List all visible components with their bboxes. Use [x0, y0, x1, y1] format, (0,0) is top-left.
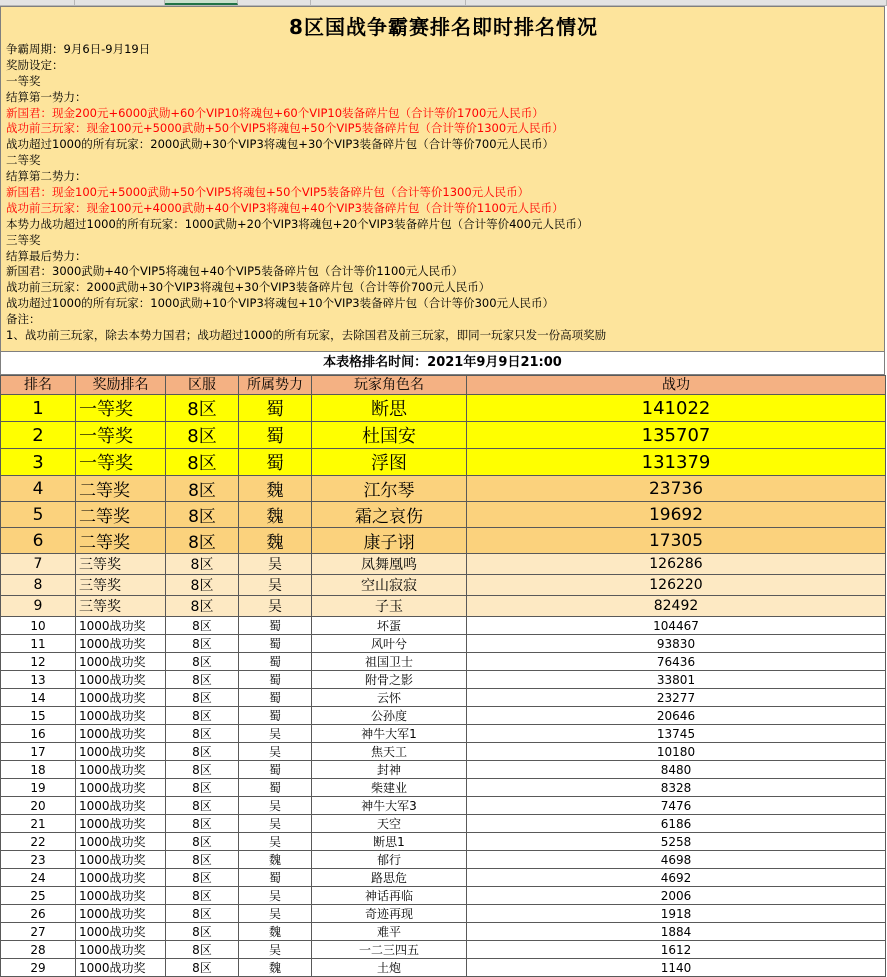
rank-cell[interactable]: 25	[1, 887, 76, 905]
rank-cell[interactable]: 13	[1, 671, 76, 689]
merit-cell[interactable]: 8328	[467, 779, 886, 797]
server-cell[interactable]: 8区	[166, 959, 239, 977]
rules-line: 结算第二势力：	[6, 169, 87, 184]
merit-cell[interactable]: 135707	[467, 422, 886, 449]
player-name-cell[interactable]: 土炮	[312, 959, 467, 977]
award-cell[interactable]: 1000战功奖	[76, 653, 166, 671]
rules-line: 奖励设定：	[6, 57, 64, 72]
table-row	[1, 905, 886, 923]
merit-cell[interactable]: 5258	[467, 833, 886, 851]
faction-cell[interactable]: 蜀	[239, 653, 312, 671]
rank-cell[interactable]: 17	[1, 743, 76, 761]
server-cell[interactable]: 8区	[166, 941, 239, 959]
rank-cell[interactable]: 21	[1, 815, 76, 833]
table-row	[1, 449, 886, 476]
faction-cell[interactable]: 吴	[239, 815, 312, 833]
faction-cell[interactable]: 魏	[239, 502, 312, 528]
award-cell[interactable]: 1000战功奖	[76, 743, 166, 761]
player-name-cell[interactable]: 浮图	[312, 449, 467, 476]
table-row	[1, 761, 886, 779]
table-row	[1, 671, 886, 689]
rank-cell[interactable]: 12	[1, 653, 76, 671]
award-cell[interactable]: 1000战功奖	[76, 671, 166, 689]
rank-cell[interactable]: 1	[1, 395, 76, 422]
rules-line: 1、战功前三玩家，除去本势力国君；战功超过1000的所有玩家，去除国君及前三玩家，即同一玩家只发一份高项奖励	[6, 328, 607, 343]
award-cell[interactable]: 1000战功奖	[76, 761, 166, 779]
player-name-cell[interactable]: 焦天工	[312, 743, 467, 761]
award-cell[interactable]: 1000战功奖	[76, 851, 166, 869]
award-cell[interactable]: 1000战功奖	[76, 779, 166, 797]
faction-cell[interactable]: 蜀	[239, 422, 312, 449]
table-row	[1, 554, 886, 575]
column-header[interactable]	[75, 0, 165, 5]
rank-cell[interactable]: 23	[1, 851, 76, 869]
faction-cell[interactable]: 吴	[239, 887, 312, 905]
faction-cell[interactable]: 魏	[239, 528, 312, 554]
server-cell[interactable]: 8区	[166, 528, 239, 554]
rules-line: 结算最后势力：	[6, 248, 87, 263]
award-cell[interactable]: 1000战功奖	[76, 797, 166, 815]
page-title: 8区国战争霸赛排名即时排名情况	[289, 15, 598, 39]
server-cell[interactable]: 8区	[166, 422, 239, 449]
rank-cell[interactable]: 2	[1, 422, 76, 449]
merit-cell[interactable]: 7476	[467, 797, 886, 815]
table-row	[1, 887, 886, 905]
award-cell[interactable]: 1000战功奖	[76, 959, 166, 977]
server-cell[interactable]: 8区	[166, 502, 239, 528]
award-cell[interactable]: 1000战功奖	[76, 887, 166, 905]
server-cell[interactable]: 8区	[166, 905, 239, 923]
rules-panel[interactable]	[0, 6, 885, 352]
player-name-cell[interactable]: 奇迹再现	[312, 905, 467, 923]
rank-cell[interactable]: 20	[1, 797, 76, 815]
rank-cell[interactable]: 5	[1, 502, 76, 528]
merit-cell[interactable]: 17305	[467, 528, 886, 554]
server-cell[interactable]: 8区	[166, 395, 239, 422]
rank-cell[interactable]: 26	[1, 905, 76, 923]
faction-cell[interactable]: 吴	[239, 905, 312, 923]
rules-line: 战功前三玩家：2000武勋+30个VIP3将魂包+30个VIP3装备碎片包（合计等价700元人民币）	[6, 280, 491, 295]
server-cell[interactable]: 8区	[166, 554, 239, 575]
rank-cell[interactable]: 19	[1, 779, 76, 797]
rules-line: 备注：	[6, 312, 41, 327]
server-cell[interactable]: 8区	[166, 779, 239, 797]
award-cell[interactable]: 1000战功奖	[76, 941, 166, 959]
player-name-cell[interactable]: 断思1	[312, 833, 467, 851]
rules-line: 新国君：现金100元+5000武勋+50个VIP5将魂包+50个VIP5装备碎片包（合计等价1300元人民币）	[6, 185, 530, 200]
player-name-cell[interactable]: 一二三四五	[312, 941, 467, 959]
faction-cell[interactable]: 蜀	[239, 635, 312, 653]
rank-cell[interactable]: 3	[1, 449, 76, 476]
table-row	[1, 833, 886, 851]
player-name-cell[interactable]: 空山寂寂	[312, 575, 467, 596]
server-cell[interactable]: 8区	[166, 449, 239, 476]
player-name-cell[interactable]: 霜之哀伤	[312, 502, 467, 528]
header-rank[interactable]: 排名	[1, 376, 76, 395]
table-row	[1, 617, 886, 635]
faction-cell[interactable]: 魏	[239, 959, 312, 977]
faction-cell[interactable]: 吴	[239, 596, 312, 617]
server-cell[interactable]: 8区	[166, 671, 239, 689]
server-cell[interactable]: 8区	[166, 476, 239, 502]
rules-line: 战功超过1000的所有玩家：1000武勋+10个VIP3将魂包+10个VIP3装备碎片包（合计等价300元人民币）	[6, 296, 555, 311]
server-cell[interactable]: 8区	[166, 635, 239, 653]
rank-cell[interactable]: 6	[1, 528, 76, 554]
award-cell[interactable]: 1000战功奖	[76, 707, 166, 725]
faction-cell[interactable]: 吴	[239, 833, 312, 851]
player-name-cell[interactable]: 路思危	[312, 869, 467, 887]
rank-cell[interactable]: 18	[1, 761, 76, 779]
player-name-cell[interactable]: 天空	[312, 815, 467, 833]
faction-cell[interactable]: 蜀	[239, 707, 312, 725]
faction-cell[interactable]: 吴	[239, 575, 312, 596]
merit-cell[interactable]: 6186	[467, 815, 886, 833]
merit-cell[interactable]: 2006	[467, 887, 886, 905]
rules-line: 争霸周期：9月6日-9月19日	[6, 42, 151, 56]
column-header-selected[interactable]	[165, 0, 238, 5]
server-cell[interactable]: 8区	[166, 617, 239, 635]
table-row	[1, 815, 886, 833]
merit-cell[interactable]: 126220	[467, 575, 886, 596]
merit-cell[interactable]: 1918	[467, 905, 886, 923]
table-row	[1, 395, 886, 422]
table-row	[1, 869, 886, 887]
merit-cell[interactable]: 10180	[467, 743, 886, 761]
rank-cell[interactable]: 11	[1, 635, 76, 653]
player-name-cell[interactable]: 神话再临	[312, 887, 467, 905]
table-row	[1, 575, 886, 596]
rules-line: 战功前三玩家：现金100元+5000武勋+50个VIP5将魂包+50个VIP5装备碎片包（合计等价1300元人民币）	[6, 121, 564, 136]
merit-cell[interactable]: 82492	[467, 596, 886, 617]
merit-cell[interactable]: 76436	[467, 653, 886, 671]
player-name-cell[interactable]: 云怀	[312, 689, 467, 707]
faction-cell[interactable]: 吴	[239, 725, 312, 743]
ranking-time[interactable]: 本表格排名时间：2021年9月9日21:00	[0, 352, 885, 375]
rank-cell[interactable]: 29	[1, 959, 76, 977]
header-server[interactable]: 区服	[166, 376, 239, 395]
award-cell[interactable]: 1000战功奖	[76, 815, 166, 833]
faction-cell[interactable]: 蜀	[239, 869, 312, 887]
server-cell[interactable]: 8区	[166, 833, 239, 851]
table-row	[1, 725, 886, 743]
faction-cell[interactable]: 吴	[239, 554, 312, 575]
award-cell[interactable]: 1000战功奖	[76, 833, 166, 851]
table-row	[1, 596, 886, 617]
faction-cell[interactable]: 蜀	[239, 395, 312, 422]
server-cell[interactable]: 8区	[166, 725, 239, 743]
column-header[interactable]	[0, 0, 75, 5]
player-name-cell[interactable]: 杜国安	[312, 422, 467, 449]
rules-line: 战功超过1000的所有玩家：2000武勋+30个VIP3将魂包+30个VIP3装备碎片包（合计等价700元人民币）	[6, 137, 555, 152]
server-cell[interactable]: 8区	[166, 575, 239, 596]
merit-cell[interactable]: 104467	[467, 617, 886, 635]
rank-cell[interactable]: 7	[1, 554, 76, 575]
player-name-cell[interactable]: 封神	[312, 761, 467, 779]
rules-line: 三等奖	[6, 232, 41, 247]
rules-line: 一等奖	[6, 73, 41, 88]
merit-cell[interactable]: 1140	[467, 959, 886, 977]
table-row	[1, 528, 886, 554]
column-header[interactable]	[238, 0, 311, 5]
server-cell[interactable]: 8区	[166, 707, 239, 725]
rank-cell[interactable]: 28	[1, 941, 76, 959]
table-row	[1, 653, 886, 671]
player-name-cell[interactable]: 神牛大军3	[312, 797, 467, 815]
player-name-cell[interactable]: 断思	[312, 395, 467, 422]
rank-cell[interactable]: 22	[1, 833, 76, 851]
table-row	[1, 689, 886, 707]
ranking-table	[0, 375, 886, 977]
faction-cell[interactable]: 蜀	[239, 689, 312, 707]
player-name-cell[interactable]: 坏蛋	[312, 617, 467, 635]
player-name-cell[interactable]: 凤舞凰鸣	[312, 554, 467, 575]
server-cell[interactable]: 8区	[166, 923, 239, 941]
merit-cell[interactable]: 19692	[467, 502, 886, 528]
table-row	[1, 476, 886, 502]
header-player-name[interactable]: 玩家角色名	[312, 376, 467, 395]
award-cell[interactable]: 二等奖	[76, 502, 166, 528]
rules-line: 二等奖	[6, 153, 41, 168]
table-row	[1, 851, 886, 869]
server-cell[interactable]: 8区	[166, 743, 239, 761]
rank-cell[interactable]: 16	[1, 725, 76, 743]
column-header[interactable]	[466, 0, 887, 5]
rank-cell[interactable]: 15	[1, 707, 76, 725]
header-merit[interactable]: 战功	[467, 376, 886, 395]
header-faction[interactable]: 所属势力	[239, 376, 312, 395]
player-name-cell[interactable]: 附骨之影	[312, 671, 467, 689]
player-name-cell[interactable]: 柴建业	[312, 779, 467, 797]
table-header-row	[1, 376, 886, 395]
award-cell[interactable]: 三等奖	[76, 575, 166, 596]
player-name-cell[interactable]: 风叶兮	[312, 635, 467, 653]
award-cell[interactable]: 1000战功奖	[76, 635, 166, 653]
table-row	[1, 779, 886, 797]
merit-cell[interactable]: 126286	[467, 554, 886, 575]
table-row	[1, 502, 886, 528]
server-cell[interactable]: 8区	[166, 869, 239, 887]
award-cell[interactable]: 1000战功奖	[76, 923, 166, 941]
award-cell[interactable]: 1000战功奖	[76, 869, 166, 887]
rules-line: 结算第一势力：	[6, 89, 87, 104]
server-cell[interactable]: 8区	[166, 851, 239, 869]
rules-notes	[6, 42, 881, 344]
faction-cell[interactable]: 魏	[239, 923, 312, 941]
table-row	[1, 422, 886, 449]
merit-cell[interactable]: 13745	[467, 725, 886, 743]
player-name-cell[interactable]: 康子诩	[312, 528, 467, 554]
table-row	[1, 923, 886, 941]
server-cell[interactable]: 8区	[166, 761, 239, 779]
server-cell[interactable]: 8区	[166, 596, 239, 617]
merit-cell[interactable]: 33801	[467, 671, 886, 689]
faction-cell[interactable]: 蜀	[239, 449, 312, 476]
column-header[interactable]	[311, 0, 466, 5]
server-cell[interactable]: 8区	[166, 797, 239, 815]
merit-cell[interactable]: 4698	[467, 851, 886, 869]
rules-line: 本势力战功超过1000的所有玩家：1000武勋+20个VIP3将魂包+20个VIP3装备碎片包（合计等价400元人民币）	[6, 216, 589, 231]
server-cell[interactable]: 8区	[166, 887, 239, 905]
merit-cell[interactable]: 131379	[467, 449, 886, 476]
award-cell[interactable]: 二等奖	[76, 528, 166, 554]
merit-cell[interactable]: 93830	[467, 635, 886, 653]
faction-cell[interactable]: 蜀	[239, 671, 312, 689]
player-name-cell[interactable]: 难平	[312, 923, 467, 941]
faction-cell[interactable]: 吴	[239, 941, 312, 959]
rank-cell[interactable]: 14	[1, 689, 76, 707]
player-name-cell[interactable]: 子玉	[312, 596, 467, 617]
merit-cell[interactable]: 23277	[467, 689, 886, 707]
faction-cell[interactable]: 吴	[239, 743, 312, 761]
award-cell[interactable]: 一等奖	[76, 449, 166, 476]
rules-line: 新国君：现金200元+6000武勋+60个VIP10将魂包+60个VIP10装备碎片包（合计等价1700元人民币）	[6, 105, 544, 120]
faction-cell[interactable]: 吴	[239, 797, 312, 815]
merit-cell[interactable]: 8480	[467, 761, 886, 779]
rank-cell[interactable]: 27	[1, 923, 76, 941]
server-cell[interactable]: 8区	[166, 653, 239, 671]
award-cell[interactable]: 一等奖	[76, 395, 166, 422]
player-name-cell[interactable]: 江尔琴	[312, 476, 467, 502]
player-name-cell[interactable]: 公孙度	[312, 707, 467, 725]
faction-cell[interactable]: 蜀	[239, 761, 312, 779]
table-row	[1, 635, 886, 653]
faction-cell[interactable]: 蜀	[239, 617, 312, 635]
merit-cell[interactable]: 4692	[467, 869, 886, 887]
rank-cell[interactable]: 24	[1, 869, 76, 887]
table-row	[1, 941, 886, 959]
player-name-cell[interactable]: 祖国卫士	[312, 653, 467, 671]
table-row	[1, 959, 886, 977]
header-award[interactable]: 奖励排名	[76, 376, 166, 395]
server-cell[interactable]: 8区	[166, 689, 239, 707]
faction-cell[interactable]: 蜀	[239, 779, 312, 797]
table-row	[1, 707, 886, 725]
award-cell[interactable]: 1000战功奖	[76, 725, 166, 743]
award-cell[interactable]: 二等奖	[76, 476, 166, 502]
rules-line: 战功前三玩家：现金100元+4000武勋+40个VIP3将魂包+40个VIP3装备碎片包（合计等价1100元人民币）	[6, 200, 564, 215]
award-cell[interactable]: 1000战功奖	[76, 617, 166, 635]
table-row	[1, 743, 886, 761]
award-cell[interactable]: 三等奖	[76, 596, 166, 617]
player-name-cell[interactable]: 神牛大军1	[312, 725, 467, 743]
table-row	[1, 797, 886, 815]
merit-cell[interactable]: 23736	[467, 476, 886, 502]
player-name-cell[interactable]: 郁行	[312, 851, 467, 869]
award-cell[interactable]: 一等奖	[76, 422, 166, 449]
rank-cell[interactable]: 10	[1, 617, 76, 635]
award-cell[interactable]: 三等奖	[76, 554, 166, 575]
award-cell[interactable]: 1000战功奖	[76, 689, 166, 707]
merit-cell[interactable]: 1884	[467, 923, 886, 941]
merit-cell[interactable]: 1612	[467, 941, 886, 959]
faction-cell[interactable]: 魏	[239, 851, 312, 869]
merit-cell[interactable]: 141022	[467, 395, 886, 422]
award-cell[interactable]: 1000战功奖	[76, 905, 166, 923]
server-cell[interactable]: 8区	[166, 815, 239, 833]
merit-cell[interactable]: 20646	[467, 707, 886, 725]
rank-cell[interactable]: 9	[1, 596, 76, 617]
faction-cell[interactable]: 魏	[239, 476, 312, 502]
rules-line: 新国君：3000武勋+40个VIP5将魂包+40个VIP5装备碎片包（合计等价1100元人民币）	[6, 264, 464, 279]
rank-cell[interactable]: 8	[1, 575, 76, 596]
rank-cell[interactable]: 4	[1, 476, 76, 502]
